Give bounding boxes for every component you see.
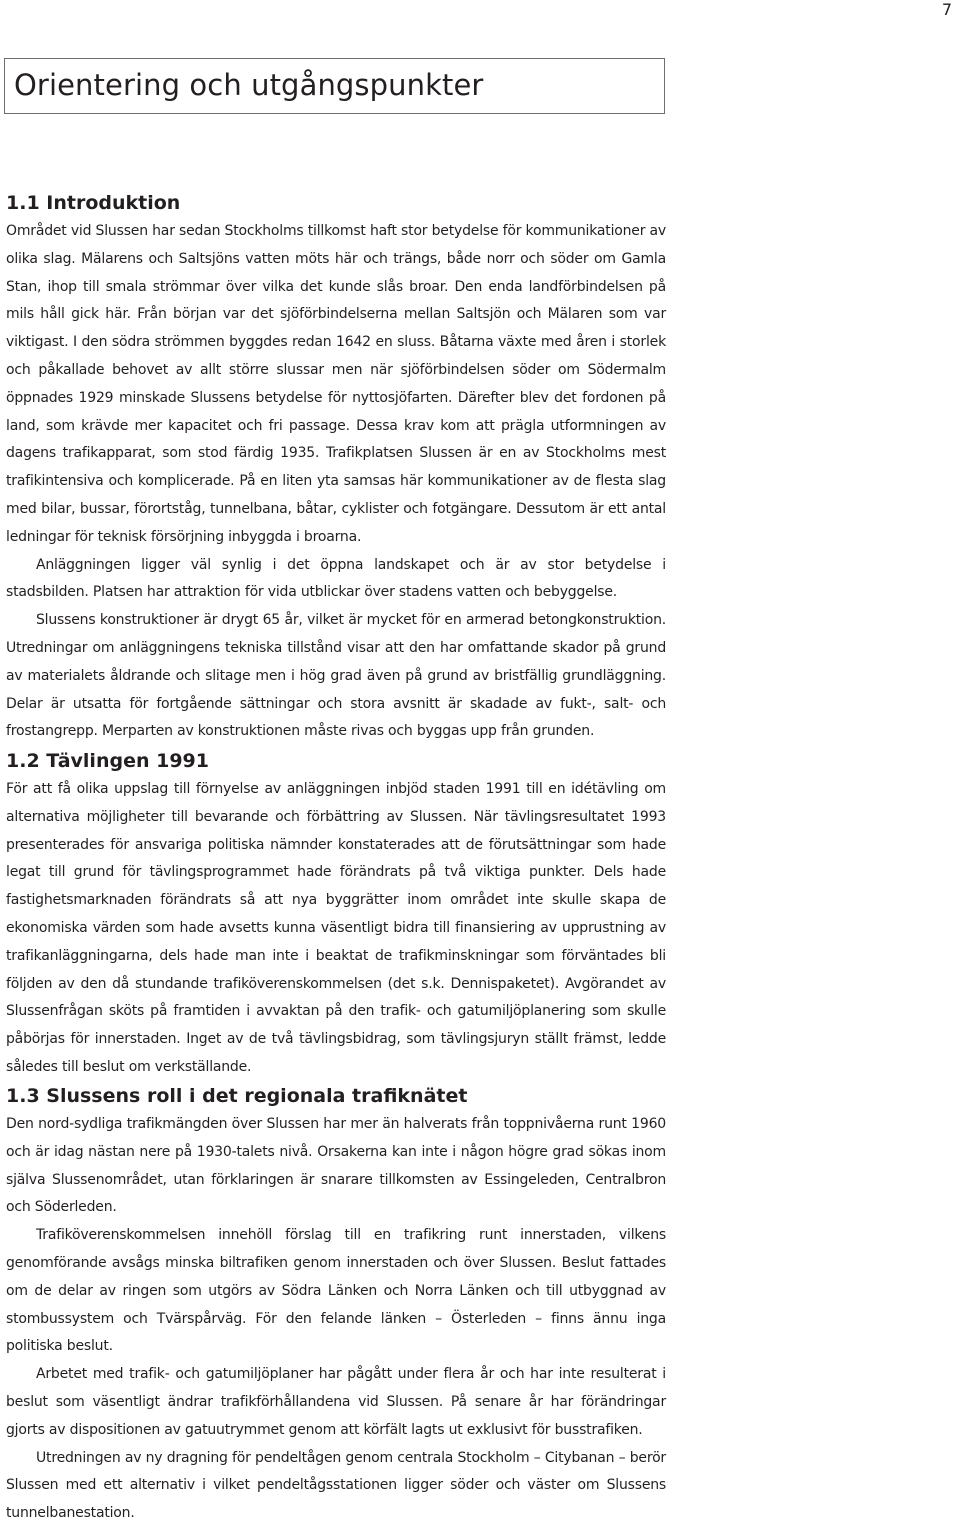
section-heading: 1.1 Introduktion bbox=[6, 192, 181, 214]
paragraph: Trafiköverenskommelsen innehöll förslag till en trafikring runt innerstaden, vilkens genomförande avsågs minska biltrafiken genom innerstaden och över Slussen. Beslut fattades om de delar av ringen som utgörs av Södra Länken och Norra Länken och till utbyggnad av stombussystem och Tvärspårväg. För den felande länken – Österleden – finns ännu inga politiska beslut. bbox=[6, 1227, 666, 1355]
paragraph: Slussens konstruktioner är drygt 65 år, vilket är mycket för en armerad betongkonstruktion. Utredningar om anläggningens tekniska tillstånd visar att den har omfattande skador på grund av materialets åldrande och slitage men i hög grad även på grund av bristfällig grundläggning. Delar är utsatta för fortgående sättningar och stora avsnitt är skadade av fukt-, salt- och frostangrepp. Merparten av konstruktionen måste rivas och byggas upp från grunden. bbox=[6, 612, 666, 740]
chapter-title-box bbox=[4, 58, 665, 114]
paragraph: Den nord-sydliga trafikmängden över Slussen har mer än halverats från toppnivåerna runt 1960 och är idag nästan nere på 1930-talets nivå. Orsakerna kan inte i någon högre grad sökas inom själva Slussenområdet, utan förklaringen är snarare tillkomsten av Essingeleden, Centralbron och Söderleden. bbox=[6, 1116, 666, 1216]
section-heading: 1.3 Slussens roll i det regionala trafiknätet bbox=[6, 1085, 468, 1107]
section-heading: 1.2 Tävlingen 1991 bbox=[6, 750, 209, 772]
paragraph: Arbetet med trafik- och gatumiljöplaner har pågått under flera år och har inte resulterat i beslut som väsentligt ändrar trafikförhållandena vid Slussen. På senare år har förändringar gjorts av dispositionen av gatuutrymmet genom att körfält lagts ut exklusivt för busstrafiken. bbox=[6, 1366, 666, 1438]
section-tavlingen bbox=[6, 748, 666, 1082]
section-slussens-roll bbox=[6, 1083, 666, 1528]
section-introduktion bbox=[6, 190, 666, 746]
page-number: 7 bbox=[941, 0, 952, 19]
paragraph: Området vid Slussen har sedan Stockholms tillkomst haft stor betydelse för kommunikationer av olika slag. Mälarens och Saltsjöns vatten möts här och trängs, både norr och söder om Gamla Stan, ihop till smala strömmar över vilka det kunde slås broar. Den enda landförbindelsen på mils håll gick här. Från början var det sjöförbindelserna mellan Saltsjön och Mälaren som var viktigast. I den södra strömmen byggdes redan 1642 en sluss. Båtarna växte med åren i storlek och påkallade behovet av allt större slussar men när sjöförbindelsen söder om Södermalm öppnades 1929 minskade Slussens betydelse för nyttosjöfarten. Därefter blev det fordonen på land, som krävde mer kapacitet och fri passage. Dessa krav kom att prägla utformningen av dagens trafikapparat, som stod färdig 1935. Trafikplatsen Slussen är en av Stockholms mest trafikintensiva och komplicerade. På en liten yta samsas här kommunikationer av de flesta slag med bilar, bussar, förortståg, tunnelbana, båtar, cyklister och fotgängare. Dessutom är ett antal ledningar för teknisk försörjning inbyggda i broarna. bbox=[6, 223, 666, 545]
chapter-title: Orientering och utgångspunkter bbox=[14, 68, 484, 102]
paragraph: För att få olika uppslag till förnyelse av anläggningen inbjöd staden 1991 till en idétävling om alternativa möjligheter till bevarande och förbättring av Slussen. När tävlingsresultatet 1993 presenterades för ansvariga politiska nämnder konstaterades att de förutsättningar som hade legat till grund för tävlingsprogrammet hade förändrats på två viktiga punkter. Dels hade fastighetsmarknaden förändrats så att nya byggrätter inom området inte skulle skapa de ekonomiska värden som hade avsetts kunna väsentligt bidra till finansiering av upprustning av trafikanläggningarna, dels hade man inte i beaktat de trafikminskningar som förväntades bli följden av den då stundande trafiköverenskommelsen (det s.k. Dennispaketet). Avgörandet av Slussenfrågan sköts på framtiden i avvaktan på den trafik- och gatumiljöplanering som skulle påbörjas för innerstaden. Inget av de två tävlingsbidrag, som tävlingsjuryn ställt främst, ledde således till beslut om verkställande. bbox=[6, 781, 666, 1075]
paragraph: Anläggningen ligger väl synlig i det öppna landskapet och är av stor betydelse i stadsbilden. Platsen har attraktion för vida utblickar över stadens vatten och bebyggelse. bbox=[6, 556, 666, 601]
paragraph: Utredningen av ny dragning för pendeltågen genom centrala Stockholm – Citybanan – berör Slussen med ett alternativ i vilket pendeltågsstationen ligger söder och väster om Slussens tunnelbanestation. bbox=[6, 1449, 666, 1522]
